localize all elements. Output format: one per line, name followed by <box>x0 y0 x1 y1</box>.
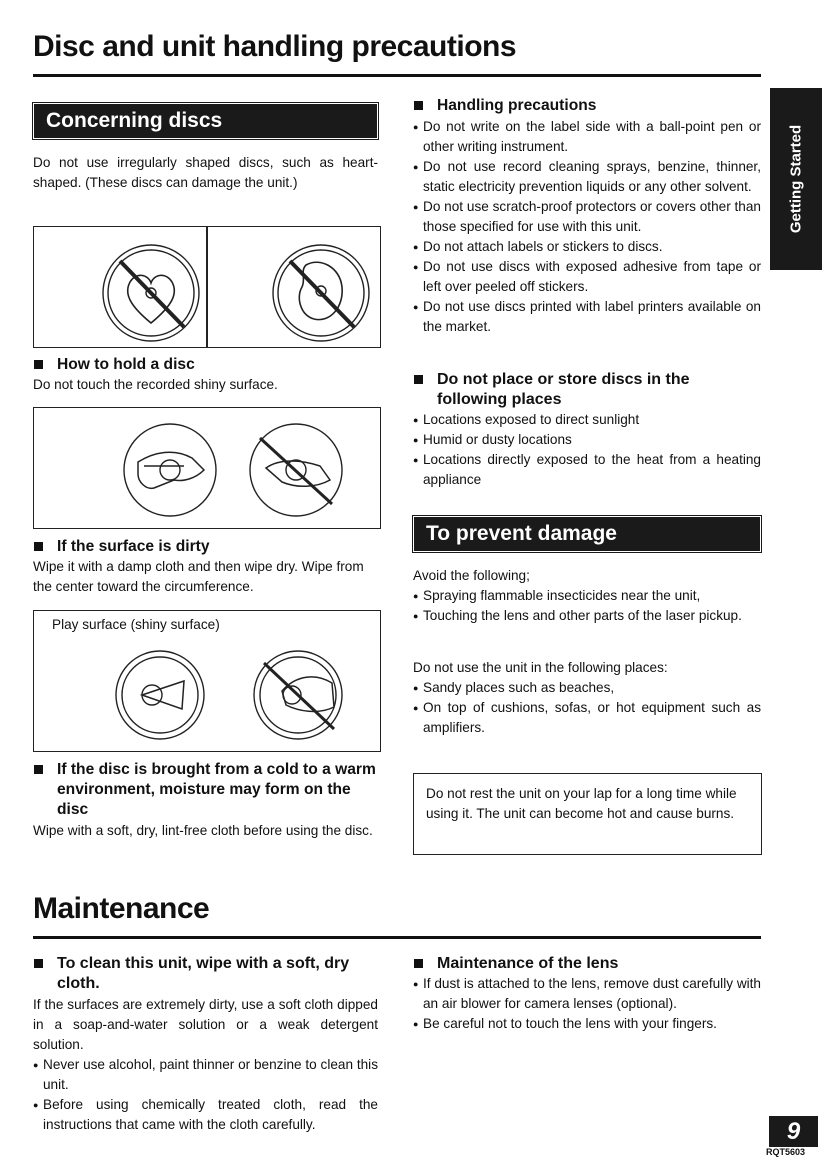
list-item: ● Locations directly exposed to the heat from a heating appliance <box>413 450 761 490</box>
surface-dirty-heading: If the surface is dirty <box>33 537 378 557</box>
play-surface-label: Play surface (shiny surface) <box>52 617 220 632</box>
list-item: ● Do not use record cleaning sprays, benzine, thinner, static electricity prevention liquids or any other solvent. <box>413 157 761 197</box>
hold-disc-heading: How to hold a disc <box>33 355 378 375</box>
list-item: ● Be careful not to touch the lens with your fingers. <box>413 1014 761 1034</box>
page-number: 9 <box>769 1116 818 1147</box>
wipe-disc-figure <box>33 610 381 752</box>
heart-disc-shape <box>128 275 175 323</box>
list-item: ● Do not write on the label side with a ball-point pen or other writing instrument. <box>413 117 761 157</box>
list-item: ● Never use alcohol, paint thinner or benzine to clean this unit. <box>33 1055 378 1095</box>
concerning-discs-banner: Concerning discs <box>33 103 378 139</box>
list-item: ● Do not attach labels or stickers to discs. <box>413 237 761 257</box>
lens-maintenance-heading: Maintenance of the lens <box>413 954 761 974</box>
avoid-intro: Avoid the following; <box>413 568 530 583</box>
list-item: ● Spraying flammable insecticides near the unit, <box>413 586 761 606</box>
store-discs-heading: Do not place or store discs in the following places <box>413 370 761 410</box>
lap-warning-note: Do not rest the unit on your lap for a long time while using it. The unit can become hot and cause burns. <box>413 773 762 855</box>
list-item: ● Sandy places such as beaches, <box>413 678 761 698</box>
side-tab-label: Getting Started <box>787 124 805 234</box>
list-item: ● Locations exposed to direct sunlight <box>413 410 761 430</box>
prohibited-disc-illustrations <box>34 227 379 347</box>
places-intro: Do not use the unit in the following places: <box>413 660 668 675</box>
places-list <box>413 678 761 738</box>
hand-shape <box>138 452 204 488</box>
list-item: ● Do not use discs with exposed adhesive from tape or left over peeled off stickers. <box>413 257 761 297</box>
cold-warm-text: Wipe with a soft, dry, lint-free cloth before using the disc. <box>33 823 373 838</box>
handling-precautions-list <box>413 117 761 337</box>
lens-maintenance-list <box>413 974 761 1034</box>
hold-disc-figure <box>33 407 381 529</box>
list-item: ● Do not use scratch-proof protectors or covers other than those specified for use with this unit. <box>413 197 761 237</box>
document-code: RQT5603 <box>766 1147 806 1157</box>
hold-disc-text: Do not touch the recorded shiny surface. <box>33 377 278 392</box>
avoid-list <box>413 586 761 626</box>
list-item: ● Before using chemically treated cloth, read the instructions that came with the cloth carefully. <box>33 1095 378 1135</box>
cold-warm-heading: If the disc is brought from a cold to a warm environment, moisture may form on the disc <box>33 760 378 820</box>
list-item: ● If dust is attached to the lens, remove dust carefully with an air blower for camera lenses (optional). <box>413 974 761 1014</box>
store-discs-list <box>413 410 761 490</box>
list-item: ● Touching the lens and other parts of the laser pickup. <box>413 606 761 626</box>
surface-dirty-text: Wipe it with a damp cloth and then wipe dry. Wipe from the center toward the circumference. <box>33 559 364 594</box>
irregular-discs-figure <box>33 226 381 348</box>
side-tab <box>770 88 822 270</box>
list-item: ● Humid or dusty locations <box>413 430 761 450</box>
prevent-damage-banner: To prevent damage <box>413 516 761 552</box>
clean-unit-list <box>33 1055 378 1135</box>
maintenance-title: Maintenance <box>33 892 210 925</box>
hold-disc-illustrations <box>34 408 379 528</box>
wipe-disc-illustrations <box>34 611 379 751</box>
list-item: ● Do not use discs printed with label printers available on the market. <box>413 297 761 337</box>
title-rule <box>33 74 761 77</box>
clean-unit-text: If the surfaces are extremely dirty, use a soft cloth dipped in a soap-and-water solution or a weak detergent solution. <box>33 997 378 1052</box>
page-title: Disc and unit handling precautions <box>33 30 517 63</box>
maintenance-rule <box>33 936 761 939</box>
handling-precautions-heading: Handling precautions <box>413 96 761 116</box>
list-item: ● On top of cushions, sofas, or hot equipment such as amplifiers. <box>413 698 761 738</box>
concerning-discs-text: Do not use irregularly shaped discs, such as heart-shaped. (These discs can damage the unit.) <box>33 155 378 190</box>
clean-unit-heading: To clean this unit, wipe with a soft, dry cloth. <box>33 954 378 994</box>
